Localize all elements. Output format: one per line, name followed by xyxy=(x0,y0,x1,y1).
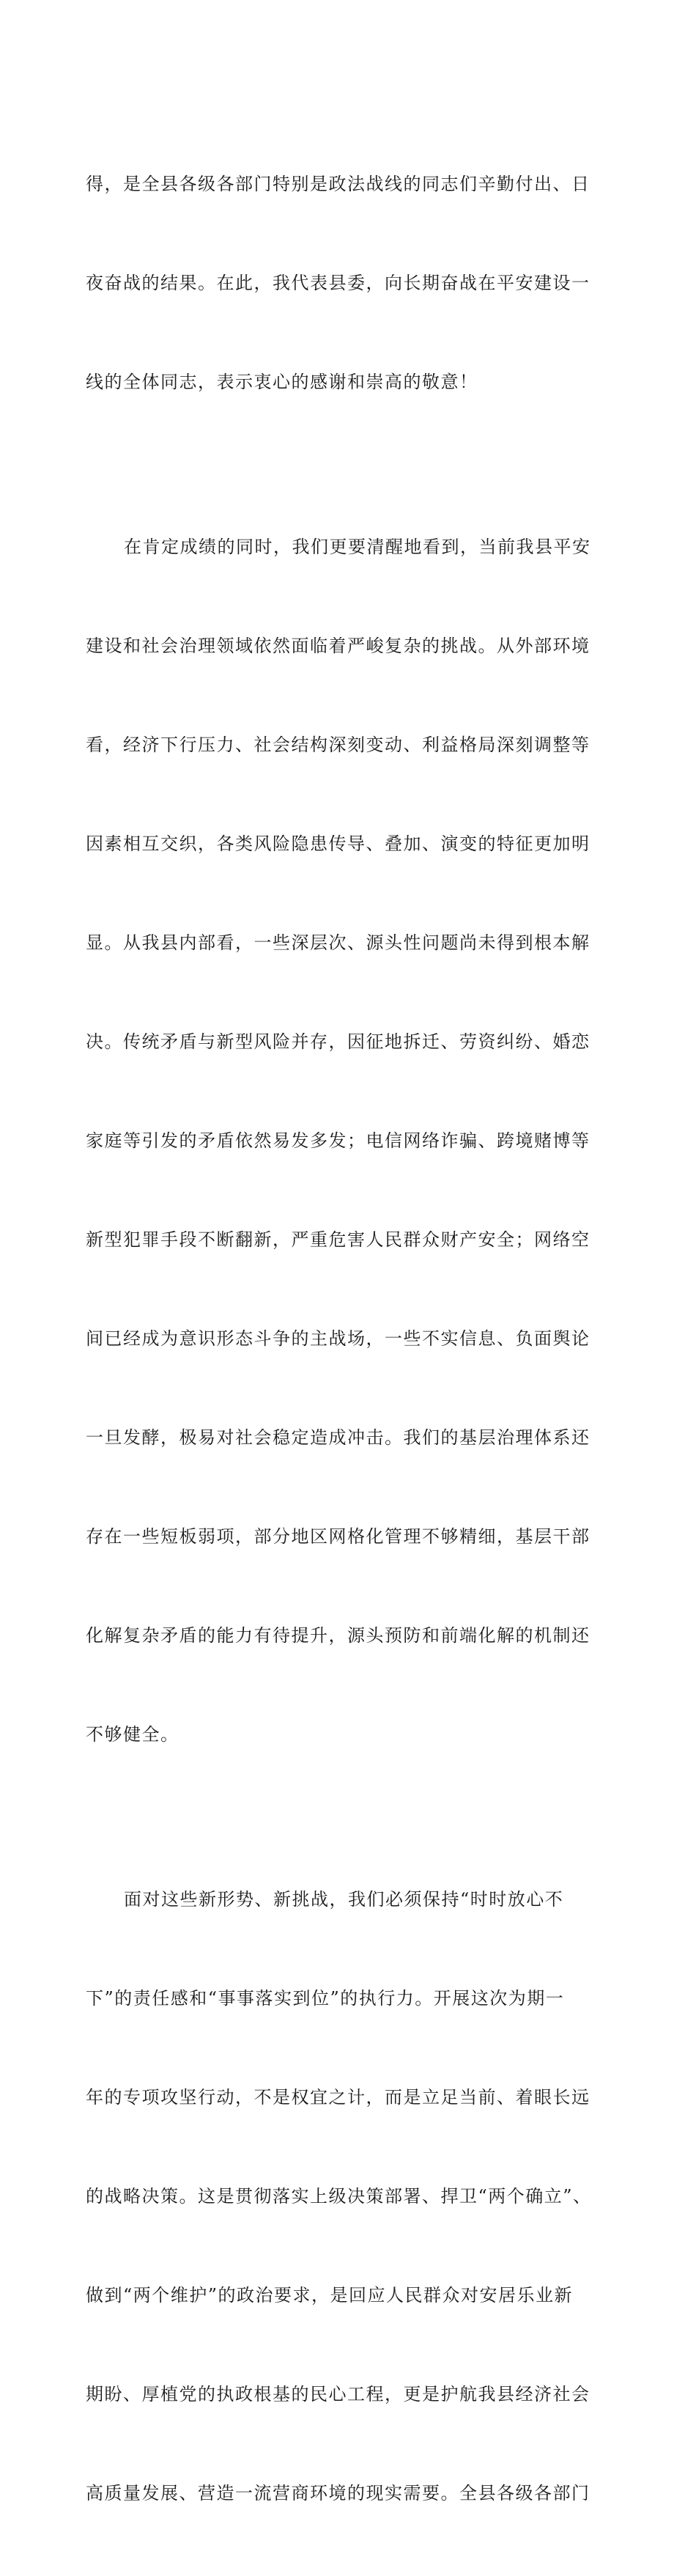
text-line: 因素相互交织，各类风险隐患传导、叠加、演变的特征更加明 xyxy=(86,833,591,854)
text-line: 新型犯罪手段不断翻新，严重危害人民群众财产安全；网络空 xyxy=(86,1229,591,1250)
text-line: 一旦发酵，极易对社会稳定造成冲击。我们的基层治理体系还 xyxy=(86,1427,591,1448)
text-line: 得，是全县各级各部门特别是政法战线的同志们辛勤付出、日 xyxy=(86,174,591,194)
text-line: 下”的责任感和“事事落实到位”的执行力。开展这次为期一 xyxy=(86,1988,565,2009)
text-line: 显。从我县内部看，一些深层次、源头性问题尚未得到根本解 xyxy=(86,932,591,953)
text-line: 建设和社会治理领域依然面临着严峻复杂的挑战。从外部环境 xyxy=(86,636,591,656)
text-line: 面对这些新形势、新挑战，我们必须保持“时时放心不 xyxy=(124,1889,564,1910)
paragraph-2 xyxy=(86,465,610,1817)
text-line: 期盼、厚植党的执政根基的民心工程，更是护航我县经济社会 xyxy=(86,2384,591,2404)
text-line: 做到“两个维护”的政治要求，是回应人民群众对安居乐业新 xyxy=(86,2285,574,2305)
text-line: 间已经成为意识形态斗争的主战场，一些不实信息、负面舆论 xyxy=(86,1328,591,1349)
text-line: 在肯定成绩的同时，我们更要清醒地看到，当前我县平安 xyxy=(124,537,591,557)
text-line: 决。传统矛盾与新型风险并存，因征地拆迁、劳资纠纷、婚恋 xyxy=(86,1031,591,1052)
paragraph-1 xyxy=(86,102,610,465)
text-line: 看，经济下行压力、社会结构深刻变动、利益格局深刻调整等 xyxy=(86,735,591,755)
text-line: 年的专项攻坚行动，不是权宜之计，而是立足当前、着眼长远 xyxy=(86,2087,591,2108)
text-line: 线的全体同志，表示衷心的感谢和崇高的敬意！ xyxy=(86,372,478,392)
text-line: 家庭等引发的矛盾依然易发多发；电信网络诈骗、跨境赌博等 xyxy=(86,1130,591,1151)
document-body xyxy=(86,102,610,2576)
text-line: 化解复杂矛盾的能力有待提升，源头预防和前端化解的机制还 xyxy=(86,1625,591,1646)
text-line: 的战略决策。这是贯彻落实上级决策部署、捍卫“两个确立”、 xyxy=(86,2186,592,2207)
text-line: 高质量发展、营造一流营商环境的现实需要。全县各级各部门 xyxy=(86,2483,591,2503)
text-line: 夜奋战的结果。在此，我代表县委，向长期奋战在平安建设一 xyxy=(86,273,591,293)
text-line: 存在一些短板弱项，部分地区网格化管理不够精细，基层干部 xyxy=(86,1526,591,1547)
paragraph-3 xyxy=(86,1817,610,2576)
text-line: 不够健全。 xyxy=(86,1724,179,1745)
